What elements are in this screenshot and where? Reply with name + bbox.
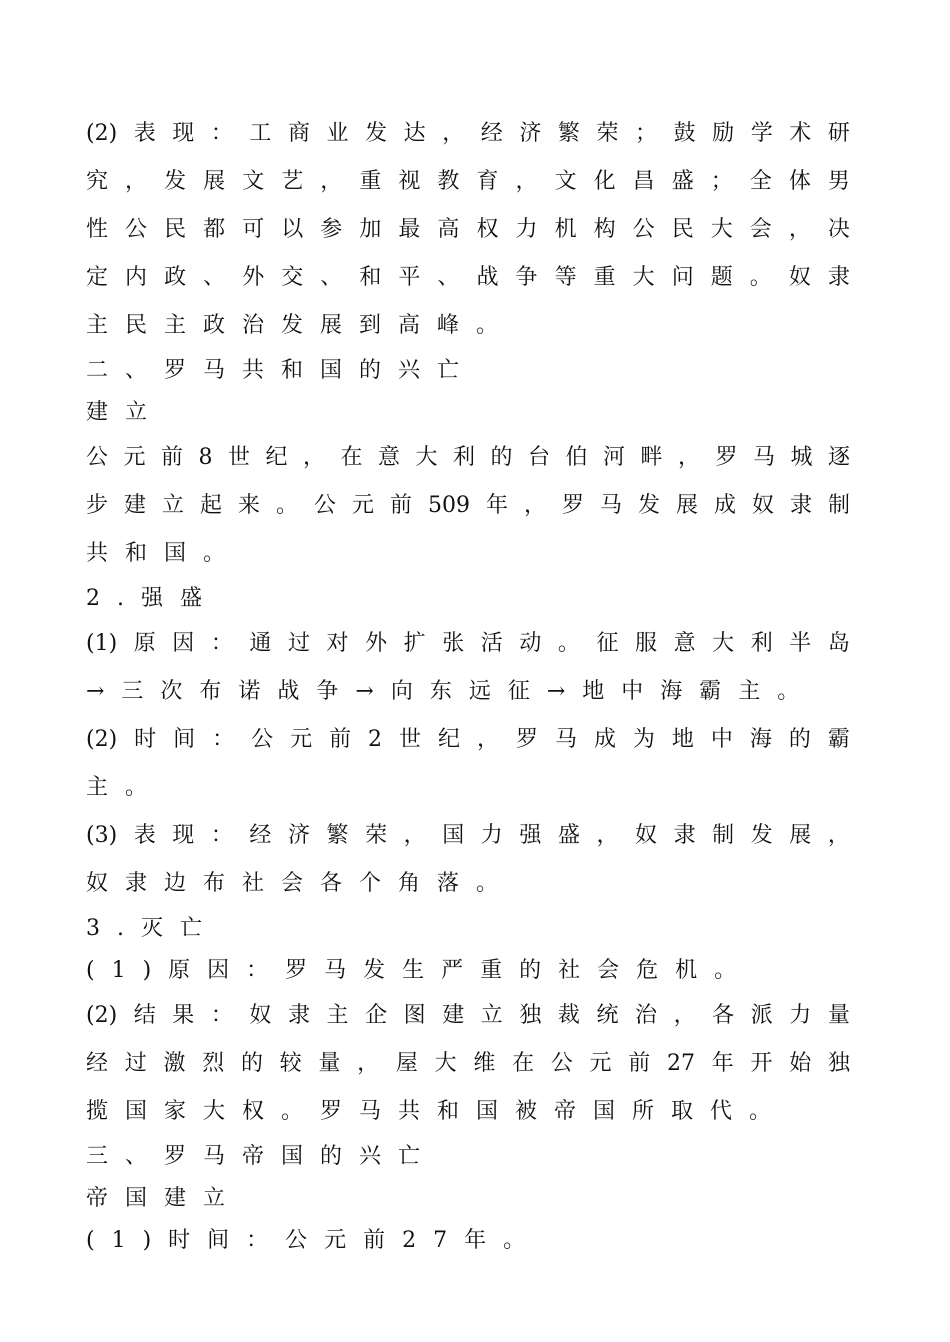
text-token: 半 bbox=[789, 631, 812, 656]
text-token: 奴 bbox=[788, 265, 811, 290]
text-token: 27 bbox=[667, 1051, 696, 1076]
text-token: 发 bbox=[750, 823, 773, 848]
text-token: 的 bbox=[240, 1051, 263, 1076]
text-token: 政 bbox=[164, 265, 187, 290]
text-token: 机 bbox=[554, 217, 577, 242]
text-token: 权 bbox=[476, 217, 499, 242]
text-token: 中 bbox=[710, 727, 733, 752]
text-token: 年 bbox=[485, 493, 508, 518]
text-token: 的 bbox=[788, 727, 811, 752]
text-token: 大 bbox=[710, 217, 733, 242]
text-token: 纪 bbox=[438, 727, 461, 752]
text-token: ， bbox=[302, 445, 325, 470]
text-token: 民 bbox=[671, 217, 694, 242]
text-token: 民 bbox=[164, 217, 187, 242]
text-token: 业 bbox=[326, 121, 349, 146]
text-token: ， bbox=[476, 727, 499, 752]
text-token: 罗 bbox=[515, 727, 538, 752]
text-line bbox=[86, 206, 850, 254]
text-line bbox=[86, 254, 850, 302]
text-token: 元 bbox=[352, 493, 375, 518]
subsection-heading: 3.灭亡 bbox=[86, 916, 219, 941]
text-token: 派 bbox=[750, 1003, 773, 1028]
text-token: 罗 bbox=[561, 493, 584, 518]
text-line bbox=[86, 110, 850, 158]
text-token: 隶 bbox=[673, 823, 696, 848]
text-token: 独 bbox=[519, 1003, 542, 1028]
text-token: 外 bbox=[365, 631, 388, 656]
text-token: 外 bbox=[242, 265, 265, 290]
text-token: 大 bbox=[434, 1051, 457, 1076]
text-token: ， bbox=[320, 169, 343, 194]
text-token: 公 bbox=[86, 445, 109, 470]
text-token: 台 bbox=[527, 445, 550, 470]
text-token: 制 bbox=[827, 493, 850, 518]
text-token: 前 bbox=[329, 727, 352, 752]
text-line bbox=[86, 992, 850, 1040]
text-token: 利 bbox=[452, 445, 475, 470]
text-token: 等 bbox=[554, 265, 577, 290]
text-token: 发 bbox=[365, 121, 388, 146]
text-token: 构 bbox=[593, 217, 616, 242]
text-token: ， bbox=[515, 169, 538, 194]
text-token: 表 bbox=[133, 121, 156, 146]
text-token: 前 bbox=[628, 1051, 651, 1076]
text-token: 利 bbox=[750, 631, 773, 656]
text-token: 治 bbox=[635, 1003, 658, 1028]
text-token: ： bbox=[210, 823, 233, 848]
text-token: 各 bbox=[712, 1003, 735, 1028]
text-line: 揽国家大权。罗马共和国被帝国所取代。 bbox=[86, 1099, 789, 1124]
text-token: 过 bbox=[124, 1051, 147, 1076]
text-token: 公 bbox=[632, 217, 655, 242]
text-token: 鼓 bbox=[673, 121, 696, 146]
text-token: 济 bbox=[287, 823, 310, 848]
subsection-heading: 帝国建立 bbox=[86, 1186, 243, 1211]
text-token: 达 bbox=[403, 121, 426, 146]
text-token: ， bbox=[596, 823, 619, 848]
text-token: 文 bbox=[242, 169, 265, 194]
text-token: ： bbox=[210, 631, 233, 656]
text-token: 来 bbox=[238, 493, 261, 518]
text-token: 烈 bbox=[202, 1051, 225, 1076]
text-token: ， bbox=[442, 121, 465, 146]
text-line bbox=[86, 482, 850, 530]
text-token: 元 bbox=[290, 727, 313, 752]
text-token: ， bbox=[125, 169, 148, 194]
text-token: 扩 bbox=[403, 631, 426, 656]
text-token: 世 bbox=[227, 445, 250, 470]
text-token: 8 bbox=[198, 445, 213, 470]
text-token: 意 bbox=[377, 445, 400, 470]
text-token: 在 bbox=[340, 445, 363, 470]
text-token: 动 bbox=[519, 631, 542, 656]
subsection-heading: 建立 bbox=[86, 400, 165, 425]
text-token: 马 bbox=[599, 493, 622, 518]
text-token: 以 bbox=[281, 217, 304, 242]
text-token: 509 bbox=[428, 493, 470, 518]
text-token: 步 bbox=[86, 493, 109, 518]
text-token: 结 bbox=[133, 1003, 156, 1028]
text-token: 马 bbox=[752, 445, 775, 470]
text-token: 艺 bbox=[281, 169, 304, 194]
text-token: 经 bbox=[86, 1051, 109, 1076]
text-token: 可 bbox=[242, 217, 265, 242]
text-token: 意 bbox=[673, 631, 696, 656]
text-token: 体 bbox=[788, 169, 811, 194]
text-token: 地 bbox=[671, 727, 694, 752]
text-line bbox=[86, 1040, 850, 1088]
text-token: 公 bbox=[125, 217, 148, 242]
text-token: 强 bbox=[519, 823, 542, 848]
text-token: 加 bbox=[359, 217, 382, 242]
text-line bbox=[86, 158, 850, 206]
text-token: 。 bbox=[557, 631, 580, 656]
text-token: 会 bbox=[749, 217, 772, 242]
text-token: 较 bbox=[279, 1051, 302, 1076]
text-token: 昌 bbox=[632, 169, 655, 194]
text-token: 性 bbox=[86, 217, 109, 242]
text-token: (2) bbox=[86, 1003, 118, 1028]
text-token: 定 bbox=[86, 265, 109, 290]
text-token: 年 bbox=[711, 1051, 734, 1076]
text-token: 奴 bbox=[751, 493, 774, 518]
text-token: 究 bbox=[86, 169, 109, 194]
text-token: 建 bbox=[124, 493, 147, 518]
text-line: 共和国。 bbox=[86, 541, 243, 566]
text-token: 。 bbox=[276, 493, 299, 518]
text-token: 原 bbox=[133, 631, 156, 656]
text-token: 企 bbox=[365, 1003, 388, 1028]
text-token: 最 bbox=[398, 217, 421, 242]
text-token: 隶 bbox=[827, 265, 850, 290]
text-token: 争 bbox=[515, 265, 538, 290]
text-token: 裁 bbox=[557, 1003, 580, 1028]
text-token: 、 bbox=[320, 265, 343, 290]
text-token: (1) bbox=[86, 631, 118, 656]
text-token: 重 bbox=[359, 169, 382, 194]
text-token: ， bbox=[827, 823, 850, 848]
text-token: 参 bbox=[320, 217, 343, 242]
text-token: 活 bbox=[480, 631, 503, 656]
text-token: 立 bbox=[480, 1003, 503, 1028]
text-token: ， bbox=[357, 1051, 380, 1076]
text-token: 繁 bbox=[326, 823, 349, 848]
text-token: 现 bbox=[172, 823, 195, 848]
text-line: (1)原因：罗马发生严重的社会危机。 bbox=[86, 958, 754, 983]
text-token: ， bbox=[673, 1003, 696, 1028]
text-token: 维 bbox=[473, 1051, 496, 1076]
text-token: 开 bbox=[750, 1051, 773, 1076]
text-token: 主 bbox=[326, 1003, 349, 1028]
text-token: 决 bbox=[827, 217, 850, 242]
text-token: ： bbox=[210, 121, 233, 146]
text-token: 量 bbox=[827, 1003, 850, 1028]
text-token: 战 bbox=[476, 265, 499, 290]
text-token: 前 bbox=[161, 445, 184, 470]
text-token: 公 bbox=[550, 1051, 573, 1076]
text-token: 展 bbox=[789, 823, 812, 848]
text-token: 展 bbox=[203, 169, 226, 194]
text-token: 励 bbox=[712, 121, 735, 146]
text-token: 独 bbox=[827, 1051, 850, 1076]
text-token: 现 bbox=[172, 121, 195, 146]
text-token: 大 bbox=[415, 445, 438, 470]
text-token: 繁 bbox=[557, 121, 580, 146]
subsection-heading: 2.强盛 bbox=[86, 586, 219, 611]
text-token: (3) bbox=[86, 823, 118, 848]
text-token: 间 bbox=[173, 727, 196, 752]
text-token: 表 bbox=[133, 823, 156, 848]
text-token: 罗 bbox=[715, 445, 738, 470]
text-token: 大 bbox=[712, 631, 735, 656]
text-token: 力 bbox=[480, 823, 503, 848]
text-token: 因 bbox=[172, 631, 195, 656]
text-token: 全 bbox=[749, 169, 772, 194]
text-token: 发 bbox=[164, 169, 187, 194]
text-token: 激 bbox=[163, 1051, 186, 1076]
text-token: ： bbox=[210, 1003, 233, 1028]
text-token: 通 bbox=[249, 631, 272, 656]
text-token: 量 bbox=[318, 1051, 341, 1076]
text-token: 前 bbox=[390, 493, 413, 518]
text-token: 文 bbox=[554, 169, 577, 194]
text-token: 内 bbox=[125, 265, 148, 290]
text-token: 展 bbox=[675, 493, 698, 518]
text-token: 问 bbox=[671, 265, 694, 290]
text-token: 2 bbox=[368, 727, 383, 752]
text-token: 化 bbox=[593, 169, 616, 194]
text-token: 岛 bbox=[827, 631, 850, 656]
text-token: 公 bbox=[314, 493, 337, 518]
text-line: →三次布诺战争→向东远征→地中海霸主。 bbox=[86, 679, 817, 704]
text-token: 力 bbox=[789, 1003, 812, 1028]
text-token: (2) bbox=[86, 727, 118, 752]
text-token: 国 bbox=[442, 823, 465, 848]
text-token: 经 bbox=[249, 823, 272, 848]
text-line bbox=[86, 620, 850, 668]
text-token: 时 bbox=[134, 727, 157, 752]
text-token: 荣 bbox=[596, 121, 619, 146]
text-token: 奴 bbox=[249, 1003, 272, 1028]
text-token: 都 bbox=[203, 217, 226, 242]
text-token: ： bbox=[212, 727, 235, 752]
text-token: 伯 bbox=[565, 445, 588, 470]
text-token: 济 bbox=[519, 121, 542, 146]
text-token: 重 bbox=[593, 265, 616, 290]
text-token: 立 bbox=[162, 493, 185, 518]
text-token: 海 bbox=[749, 727, 772, 752]
text-token: 成 bbox=[713, 493, 736, 518]
text-token: 的 bbox=[490, 445, 513, 470]
text-token: 成 bbox=[593, 727, 616, 752]
text-token: 起 bbox=[200, 493, 223, 518]
text-token: 制 bbox=[712, 823, 735, 848]
text-token: 对 bbox=[326, 631, 349, 656]
text-token: 荣 bbox=[365, 823, 388, 848]
text-token: 屋 bbox=[395, 1051, 418, 1076]
text-line bbox=[86, 812, 850, 860]
text-token: 霸 bbox=[827, 727, 850, 752]
text-token: 始 bbox=[789, 1051, 812, 1076]
text-token: 力 bbox=[515, 217, 538, 242]
text-token: 高 bbox=[437, 217, 460, 242]
text-token: ， bbox=[523, 493, 546, 518]
text-token: 隶 bbox=[789, 493, 812, 518]
text-token: 果 bbox=[172, 1003, 195, 1028]
text-token: 、 bbox=[203, 265, 226, 290]
text-token: 隶 bbox=[287, 1003, 310, 1028]
text-token: 学 bbox=[750, 121, 773, 146]
text-line: 奴隶边布社会各个角落。 bbox=[86, 871, 516, 896]
text-token: 男 bbox=[827, 169, 850, 194]
text-line bbox=[86, 716, 850, 764]
text-token: 盛 bbox=[557, 823, 580, 848]
text-token: 服 bbox=[635, 631, 658, 656]
text-token: 和 bbox=[359, 265, 382, 290]
text-token: 公 bbox=[251, 727, 274, 752]
text-token: ； bbox=[710, 169, 733, 194]
text-token: 为 bbox=[632, 727, 655, 752]
text-token: 城 bbox=[790, 445, 813, 470]
text-token: 视 bbox=[398, 169, 421, 194]
text-token: ， bbox=[403, 823, 426, 848]
text-token: ， bbox=[788, 217, 811, 242]
text-token: 过 bbox=[287, 631, 310, 656]
text-line bbox=[86, 434, 850, 482]
text-token: 商 bbox=[287, 121, 310, 146]
text-token: 盛 bbox=[671, 169, 694, 194]
text-token: 大 bbox=[632, 265, 655, 290]
text-token: 征 bbox=[596, 631, 619, 656]
text-line: (1)时间：公元前27年。 bbox=[86, 1228, 543, 1253]
text-token: 工 bbox=[249, 121, 272, 146]
section-heading: 三、罗马帝国的兴亡 bbox=[86, 1144, 438, 1169]
text-token: 交 bbox=[281, 265, 304, 290]
text-token: 育 bbox=[476, 169, 499, 194]
text-token: (2) bbox=[86, 121, 118, 146]
text-token: 纪 bbox=[265, 445, 288, 470]
text-token: 术 bbox=[789, 121, 812, 146]
text-token: 在 bbox=[512, 1051, 535, 1076]
text-token: 元 bbox=[589, 1051, 612, 1076]
text-token: 教 bbox=[437, 169, 460, 194]
text-token: ， bbox=[677, 445, 700, 470]
text-token: 统 bbox=[596, 1003, 619, 1028]
text-token: 元 bbox=[123, 445, 146, 470]
text-token: 题 bbox=[710, 265, 733, 290]
text-token: 张 bbox=[442, 631, 465, 656]
text-token: 研 bbox=[827, 121, 850, 146]
text-line: 主。 bbox=[86, 775, 165, 800]
text-token: 平 bbox=[398, 265, 421, 290]
text-token: 逐 bbox=[827, 445, 850, 470]
text-token: 畔 bbox=[640, 445, 663, 470]
text-token: 图 bbox=[403, 1003, 426, 1028]
text-token: ； bbox=[635, 121, 658, 146]
text-token: 经 bbox=[480, 121, 503, 146]
text-token: 马 bbox=[554, 727, 577, 752]
text-token: 河 bbox=[602, 445, 625, 470]
text-token: 建 bbox=[442, 1003, 465, 1028]
section-heading: 二、罗马共和国的兴亡 bbox=[86, 358, 477, 383]
text-token: 、 bbox=[437, 265, 460, 290]
text-line: 主民主政治发展到高峰。 bbox=[86, 313, 516, 338]
text-token: 世 bbox=[399, 727, 422, 752]
text-token: 奴 bbox=[635, 823, 658, 848]
text-token: 。 bbox=[749, 265, 772, 290]
text-token: 发 bbox=[637, 493, 660, 518]
